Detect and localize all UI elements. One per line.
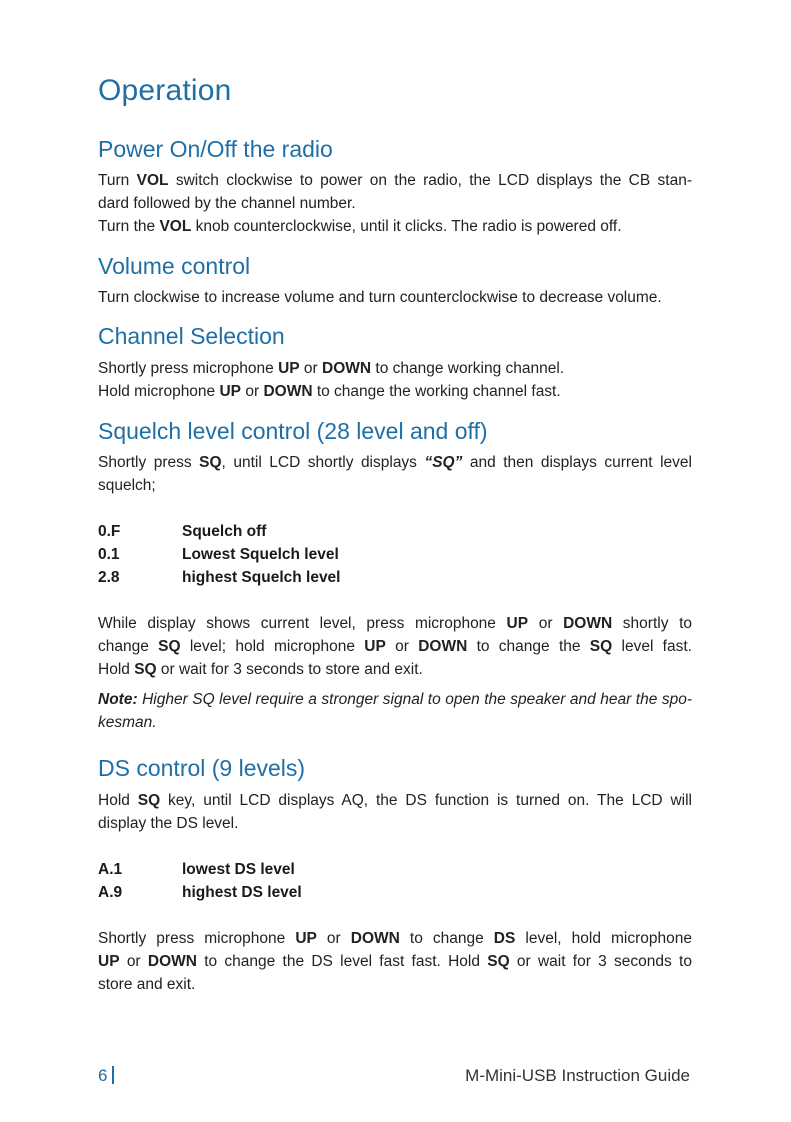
squelch-p2-line-3: Hold SQ or wait for 3 seconds to store and exit. — [98, 661, 423, 678]
power-line-1: Turn VOL switch clockwise to power on the radio, the LCD displays the CB stan- — [98, 172, 692, 189]
ds-paragraph — [98, 789, 692, 835]
ds-p2-line-3: store and exit. — [98, 976, 196, 993]
ds-line-1: Hold SQ key, until LCD displays AQ, the DS function is turned on. The LCD will — [98, 792, 693, 809]
squelch-paragraph-2 — [98, 612, 692, 681]
note-line-1: Note: Higher SQ level require a stronger signal to open the speaker and hear the spo- — [98, 691, 692, 708]
note-label: Note: — [98, 691, 138, 708]
squelch-p2-line-1: While display shows current level, press microphone UP or DOWN shortly to — [98, 615, 692, 632]
list-item: 0.1 Lowest Squelch level — [98, 546, 339, 563]
list-item: 0.F Squelch off — [98, 523, 267, 540]
squelch-line-2: squelch; — [98, 477, 156, 494]
ds-line-2: display the DS level. — [98, 815, 239, 832]
ds-p2-line-1: Shortly press microphone UP or DOWN to change DS level, hold microphone — [98, 930, 692, 947]
list-item: A.9 highest DS level — [98, 884, 302, 901]
page-number: 6 — [98, 1066, 114, 1086]
channel-line-2: Hold microphone UP or DOWN to change the working channel fast. — [98, 383, 561, 400]
squelch-level-list — [98, 520, 692, 589]
squelch-line-1: Shortly press SQ, until LCD shortly displays “SQ” and then displays current level — [98, 454, 692, 471]
ds-paragraph-2 — [98, 927, 692, 996]
channel-paragraph — [98, 357, 692, 403]
section-heading-channel: Channel Selection — [98, 323, 285, 349]
section-heading-power: Power On/Off the radio — [98, 136, 333, 162]
squelch-paragraph — [98, 451, 692, 497]
list-item: A.1 lowest DS level — [98, 861, 295, 878]
power-line-3: Turn the VOL knob counterclockwise, until it clicks. The radio is powered off. — [98, 218, 622, 235]
volume-line-1: Turn clockwise to increase volume and turn counterclockwise to decrease volume. — [98, 289, 662, 306]
section-heading-volume: Volume control — [98, 253, 251, 279]
squelch-p2-line-2: change SQ level; hold microphone UP or DOWN to change the SQ level fast. — [98, 638, 692, 655]
section-heading-ds: DS control (9 levels) — [98, 755, 306, 781]
note-line-2: kesman. — [98, 714, 157, 731]
footer-divider — [112, 1066, 114, 1084]
ds-p2-line-2: UP or DOWN to change the DS level fast fast. Hold SQ or wait for 3 seconds to — [98, 953, 692, 970]
squelch-note — [98, 688, 692, 734]
ds-level-list — [98, 858, 692, 904]
channel-line-1: Shortly press microphone UP or DOWN to change working channel. — [98, 360, 565, 377]
section-heading-squelch: Squelch level control (28 level and off) — [98, 418, 488, 444]
volume-paragraph — [98, 286, 692, 309]
power-line-2: dard followed by the channel number. — [98, 195, 356, 212]
page-title: Operation — [98, 74, 232, 107]
power-paragraph — [98, 169, 692, 238]
footer-guide-title: M-Mini-USB Instruction Guide — [465, 1066, 690, 1085]
list-item: 2.8 highest Squelch level — [98, 569, 341, 586]
